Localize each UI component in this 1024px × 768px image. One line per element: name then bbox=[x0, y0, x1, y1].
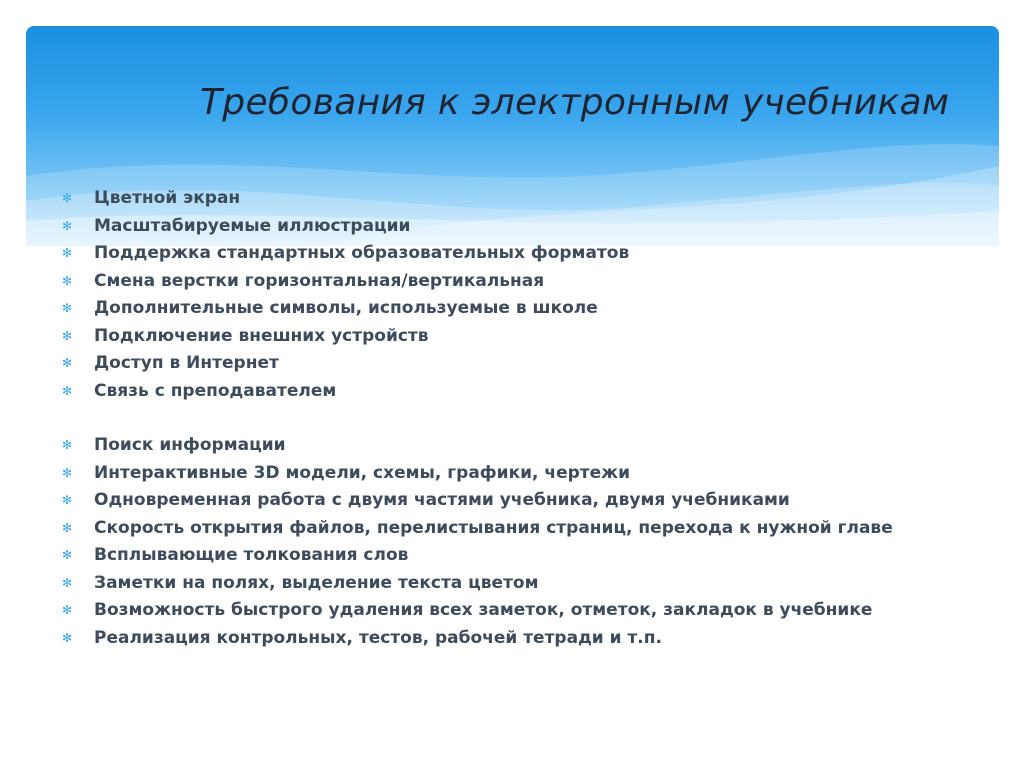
list-item bbox=[62, 542, 1012, 570]
requirements-list bbox=[62, 185, 1012, 652]
asterisk-bullet-icon: ✻ bbox=[62, 383, 73, 398]
asterisk-bullet-icon: ✻ bbox=[62, 575, 73, 590]
list-item-text: Реализация контрольных, тестов, рабочей тетради и т.п. bbox=[94, 627, 662, 648]
asterisk-bullet-icon: ✻ bbox=[62, 630, 73, 645]
asterisk-bullet-icon: ✻ bbox=[62, 603, 73, 617]
list-item bbox=[62, 460, 1012, 488]
list-item bbox=[62, 323, 1012, 351]
list-item bbox=[62, 625, 1012, 653]
asterisk-bullet-icon: ✻ bbox=[62, 356, 73, 370]
list-item bbox=[62, 240, 1012, 268]
list-item bbox=[62, 597, 1012, 625]
list-item-text: Заметки на полях, выделение текста цветом bbox=[94, 572, 539, 593]
list-item bbox=[62, 378, 1012, 406]
list-item-text: Одновременная работа с двумя частями учебника, двумя учебниками bbox=[94, 490, 790, 510]
list-item bbox=[62, 350, 1012, 378]
list-item bbox=[62, 295, 1012, 323]
list-item bbox=[62, 432, 1012, 460]
asterisk-bullet-icon: ✻ bbox=[62, 191, 73, 205]
asterisk-bullet-icon: ✻ bbox=[62, 246, 73, 260]
asterisk-bullet-icon: ✻ bbox=[62, 548, 73, 562]
list-item-text: Скорость открытия файлов, перелистывания страниц, перехода к нужной главе bbox=[94, 517, 893, 538]
list-item bbox=[62, 515, 1012, 543]
list-item-text: Цветной экран bbox=[94, 188, 241, 208]
asterisk-bullet-icon: ✻ bbox=[62, 328, 73, 343]
list-item-text: Интерактивные 3D модели, схемы, графики, чертежи bbox=[94, 462, 630, 483]
asterisk-bullet-icon: ✻ bbox=[62, 520, 73, 535]
list-item-text: Связь с преподавателем bbox=[94, 380, 337, 401]
asterisk-bullet-icon: ✻ bbox=[62, 465, 73, 480]
asterisk-bullet-icon: ✻ bbox=[62, 493, 73, 507]
list-item-text: Всплывающие толкования слов bbox=[94, 545, 409, 565]
list-item-text: Масштабируемые иллюстрации bbox=[94, 215, 411, 236]
list-item-text: Возможность быстрого удаления всех заметок, отметок, закладок в учебнике bbox=[94, 600, 873, 620]
asterisk-bullet-icon: ✻ bbox=[62, 218, 73, 233]
list-item-text: Поддержка стандартных образовательных форматов bbox=[94, 243, 630, 263]
list-item bbox=[62, 570, 1012, 598]
list-item-text: Доступ в Интернет bbox=[94, 353, 279, 373]
list-item-text: Смена верстки горизонтальная/вертикальная bbox=[94, 270, 545, 291]
list-item bbox=[62, 268, 1012, 296]
list-item bbox=[62, 487, 1012, 515]
asterisk-bullet-icon: ✻ bbox=[62, 301, 73, 315]
slide-title: Требования к электронным учебникам bbox=[200, 82, 950, 123]
list-item-text: Подключение внешних устройств bbox=[94, 325, 429, 346]
asterisk-bullet-icon: ✻ bbox=[62, 273, 73, 288]
list-item bbox=[62, 185, 1012, 213]
list-item bbox=[62, 213, 1012, 241]
list-item-text: Поиск информации bbox=[94, 435, 286, 455]
asterisk-bullet-icon: ✻ bbox=[62, 438, 73, 452]
list-item-text: Дополнительные символы, используемые в школе bbox=[94, 298, 598, 318]
list-spacer bbox=[62, 405, 1012, 432]
